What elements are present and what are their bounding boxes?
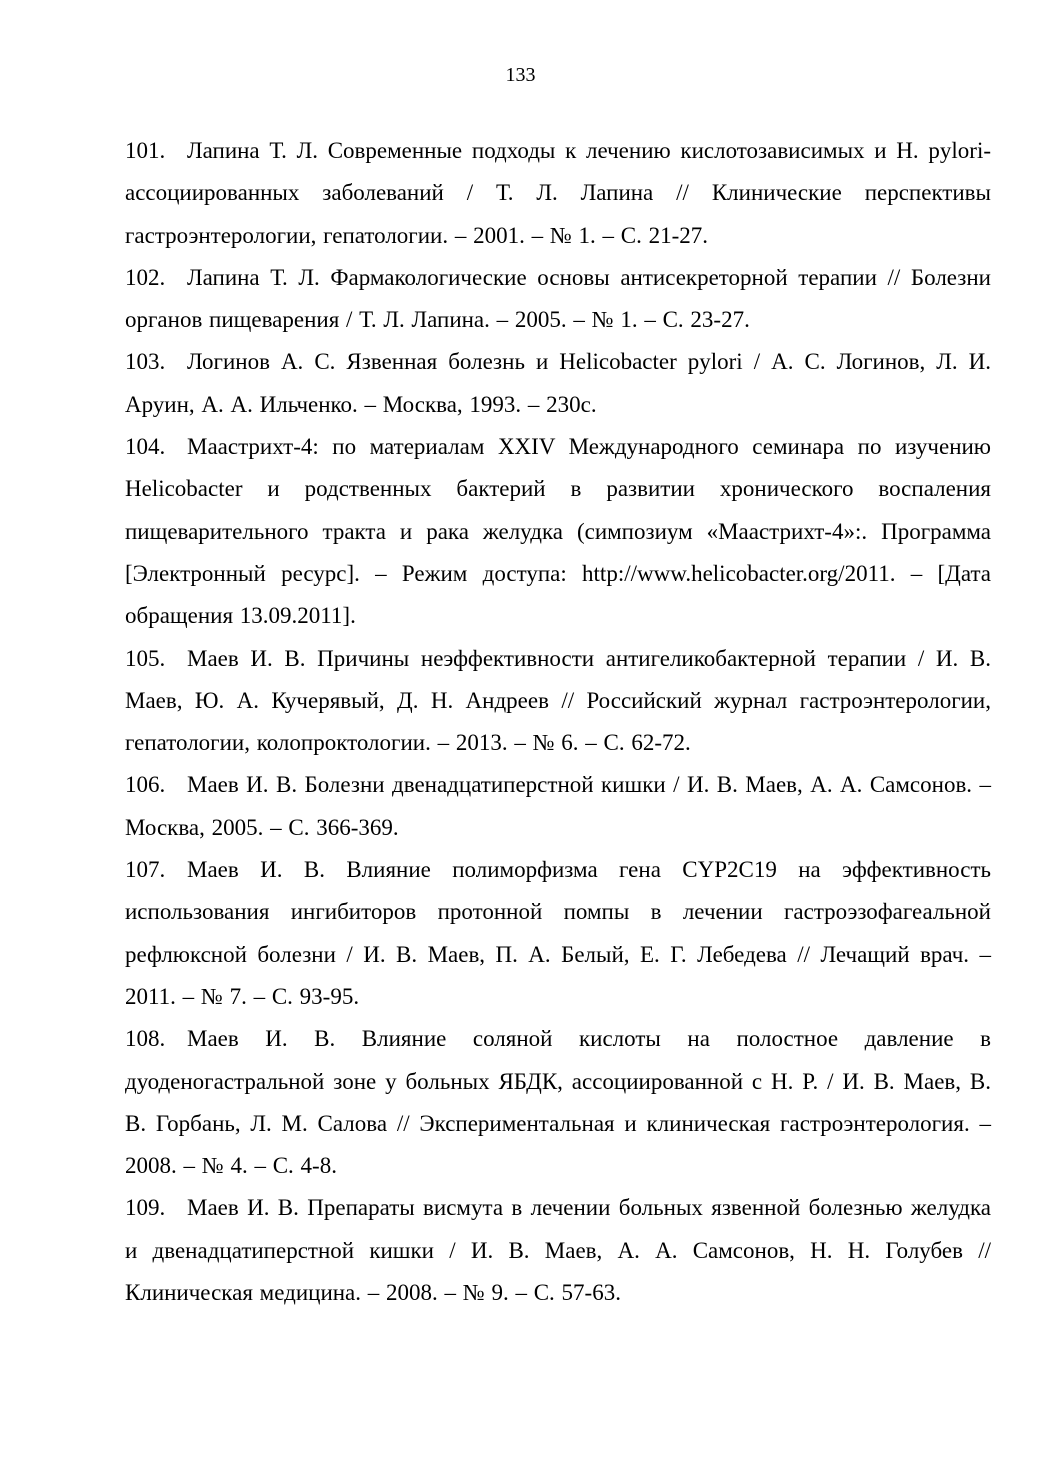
reference-number: 102. [125,264,166,290]
reference-number: 103. [125,349,166,375]
reference-text: Маев И. В. Причины неэффективности антигеликобактерной терапии / И. В. Маев, Ю. А. Кучерявый, Д. Н. Андреев // Российский журнал гастроэнтерологии, гепатологии, колопроктологии. – 2013. – № 6. – С. 62-72. [125,645,991,756]
reference-text: Лапина Т. Л. Фармакологические основы антисекреторной терапии // Болезни органов пищеварения / Т. Л. Лапина. – 2005. – № 1. – С. 23-27. [125,264,991,333]
reference-number: 107. [125,857,166,883]
reference-item [125,638,991,765]
reference-item [125,426,991,637]
reference-item [125,1187,991,1314]
reference-item [125,1018,991,1187]
page-number: 133 [505,64,536,86]
reference-text: Лапина Т. Л. Современные подходы к лечению кислотозависимых и H. pylori-ассоциированных заболеваний / Т. Л. Лапина // Клинические перспективы гастроэнтерологии, гепатологии. – 2001. – № 1. – С. 21-27. [125,138,991,248]
reference-text: Маев И. В. Влияние полиморфизма гена CYP2C19 на эффективность использования ингибиторов протонной помпы в лечении гастроэзофагеальной рефлюксной болезни / И. В. Маев, П. А. Белый, Е. Г. Лебедева // Лечащий врач. – 2011. – № 7. – С. 93-95. [125,857,991,1009]
reference-item [125,257,991,342]
reference-number: 105. [125,645,166,671]
reference-text: Логинов А. С. Язвенная болезнь и Helicobacter pylori / А. С. Логинов, Л. И. Аруин, А. А. Ильченко. – Москва, 1993. – 230с. [125,349,991,417]
reference-item [125,130,991,257]
reference-item [125,341,991,426]
reference-text: Маастрихт-4: по материалам XXIV Международного семинара по изучению Helicobacter и родственных бактерий в развитии хронического воспаления пищеварительного тракта и рака желудка (симпозиум «Маастрихт-4»:. Программа [Электронный ресурс]. – Режим доступа: http://www.helicobacter.org/2011. – [Дата обращения 13.09.2011]. [125,434,991,629]
reference-number: 101. [125,138,166,163]
reference-number: 104. [125,434,166,460]
reference-list [125,130,991,1314]
reference-text: Маев И. В. Болезни двенадцатиперстной кишки / И. В. Маев, А. А. Самсонов. – Москва, 2005. – С. 366-369. [125,772,991,840]
reference-text: Маев И. В. Препараты висмута в лечении больных язвенной болезнью желудка и двенадцатиперстной кишки / И. В. Маев, А. А. Самсонов, Н. Н. Голубев // Клиническая медицина. – 2008. – № 9. – С. 57-63. [125,1195,991,1306]
reference-item [125,849,991,1018]
reference-number: 109. [125,1195,166,1221]
reference-number: 108. [125,1026,166,1052]
reference-item [125,764,991,849]
reference-number: 106. [125,772,166,798]
reference-text: Маев И. В. Влияние соляной кислоты на полостное давление в дуоденогастральной зоне у больных ЯБДК, ассоциированной с H. P. / И. В. Маев, В. В. Горбань, Л. М. Салова // Экспериментальная и клиническая гастроэнтерология. – 2008. – № 4. – С. 4-8. [125,1026,991,1179]
